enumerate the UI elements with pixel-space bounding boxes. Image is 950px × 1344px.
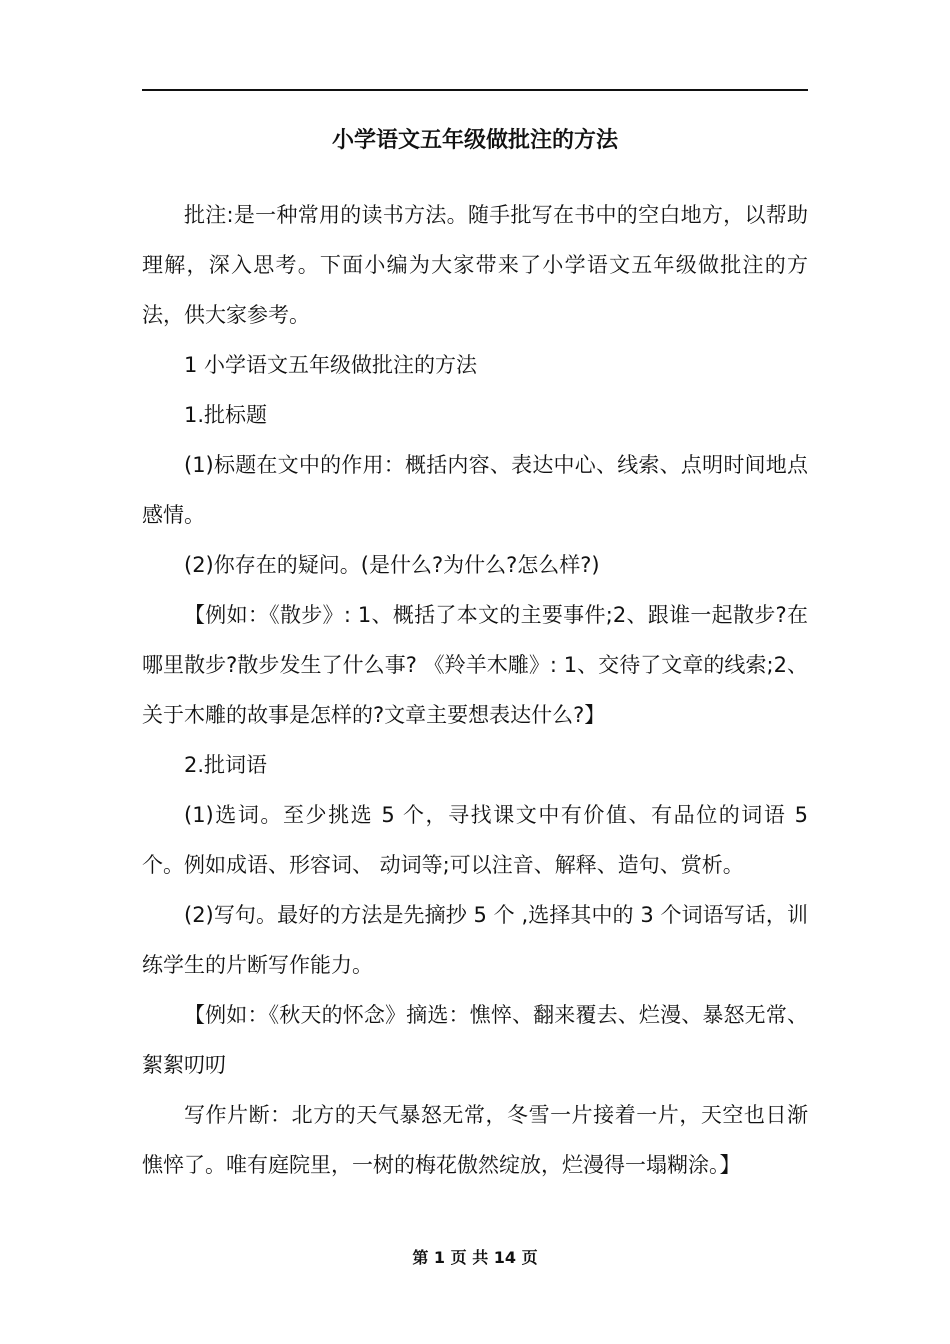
example-paragraph: 写作片断：北方的天气暴怒无常，冬雪一片接着一片，天空也日渐憔悴了。唯有庭院里，一树的梅花傲然绽放，烂漫得一塌糊涂。】 — [142, 1103, 808, 1177]
header-rule — [142, 89, 808, 91]
subsection-heading: 2.批词语 — [184, 753, 268, 777]
section-heading: 1 小学语文五年级做批注的方法 — [184, 353, 478, 377]
body-paragraph: (1)选词。至少挑选 5 个，寻找课文中有价值、有品位的词语 5 个。例如成语、形容词、 动词等;可以注音、解释、造句、赏析。 — [142, 803, 808, 877]
body-paragraph: (2)写句。最好的方法是先摘抄 5 个 ,选择其中的 3 个词语写话，训练学生的片断写作能力。 — [142, 903, 808, 977]
body-paragraph: (2)你存在的疑问。(是什么?为什么?怎么样?) — [184, 553, 600, 577]
example-paragraph: 【例如：《散步》: 1、概括了本文的主要事件;2、跟谁一起散步?在哪里散步?散步发生了什么事? 《羚羊木雕》: 1、交待了文章的线索;2、关于木雕的故事是怎样的?文章主要想表达什么?】 — [142, 603, 808, 727]
document-title: 小学语文五年级做批注的方法 — [331, 128, 618, 153]
example-paragraph: 【例如：《秋天的怀念》摘选：憔悴、翻来覆去、烂漫、暴怒无常、絮絮叨叨 — [142, 1003, 808, 1077]
page-footer: 第 1 页 共 14 页 — [412, 1248, 538, 1267]
document-body — [142, 190, 808, 1190]
intro-paragraph: 批注:是一种常用的读书方法。随手批写在书中的空白地方，以帮助理解，深入思考。下面小编为大家带来了小学语文五年级做批注的方法，供大家参考。 — [142, 203, 808, 327]
body-paragraph: (1)标题在文中的作用：概括内容、表达中心、线索、点明时间地点感情。 — [142, 453, 808, 527]
subsection-heading: 1.批标题 — [184, 403, 268, 427]
